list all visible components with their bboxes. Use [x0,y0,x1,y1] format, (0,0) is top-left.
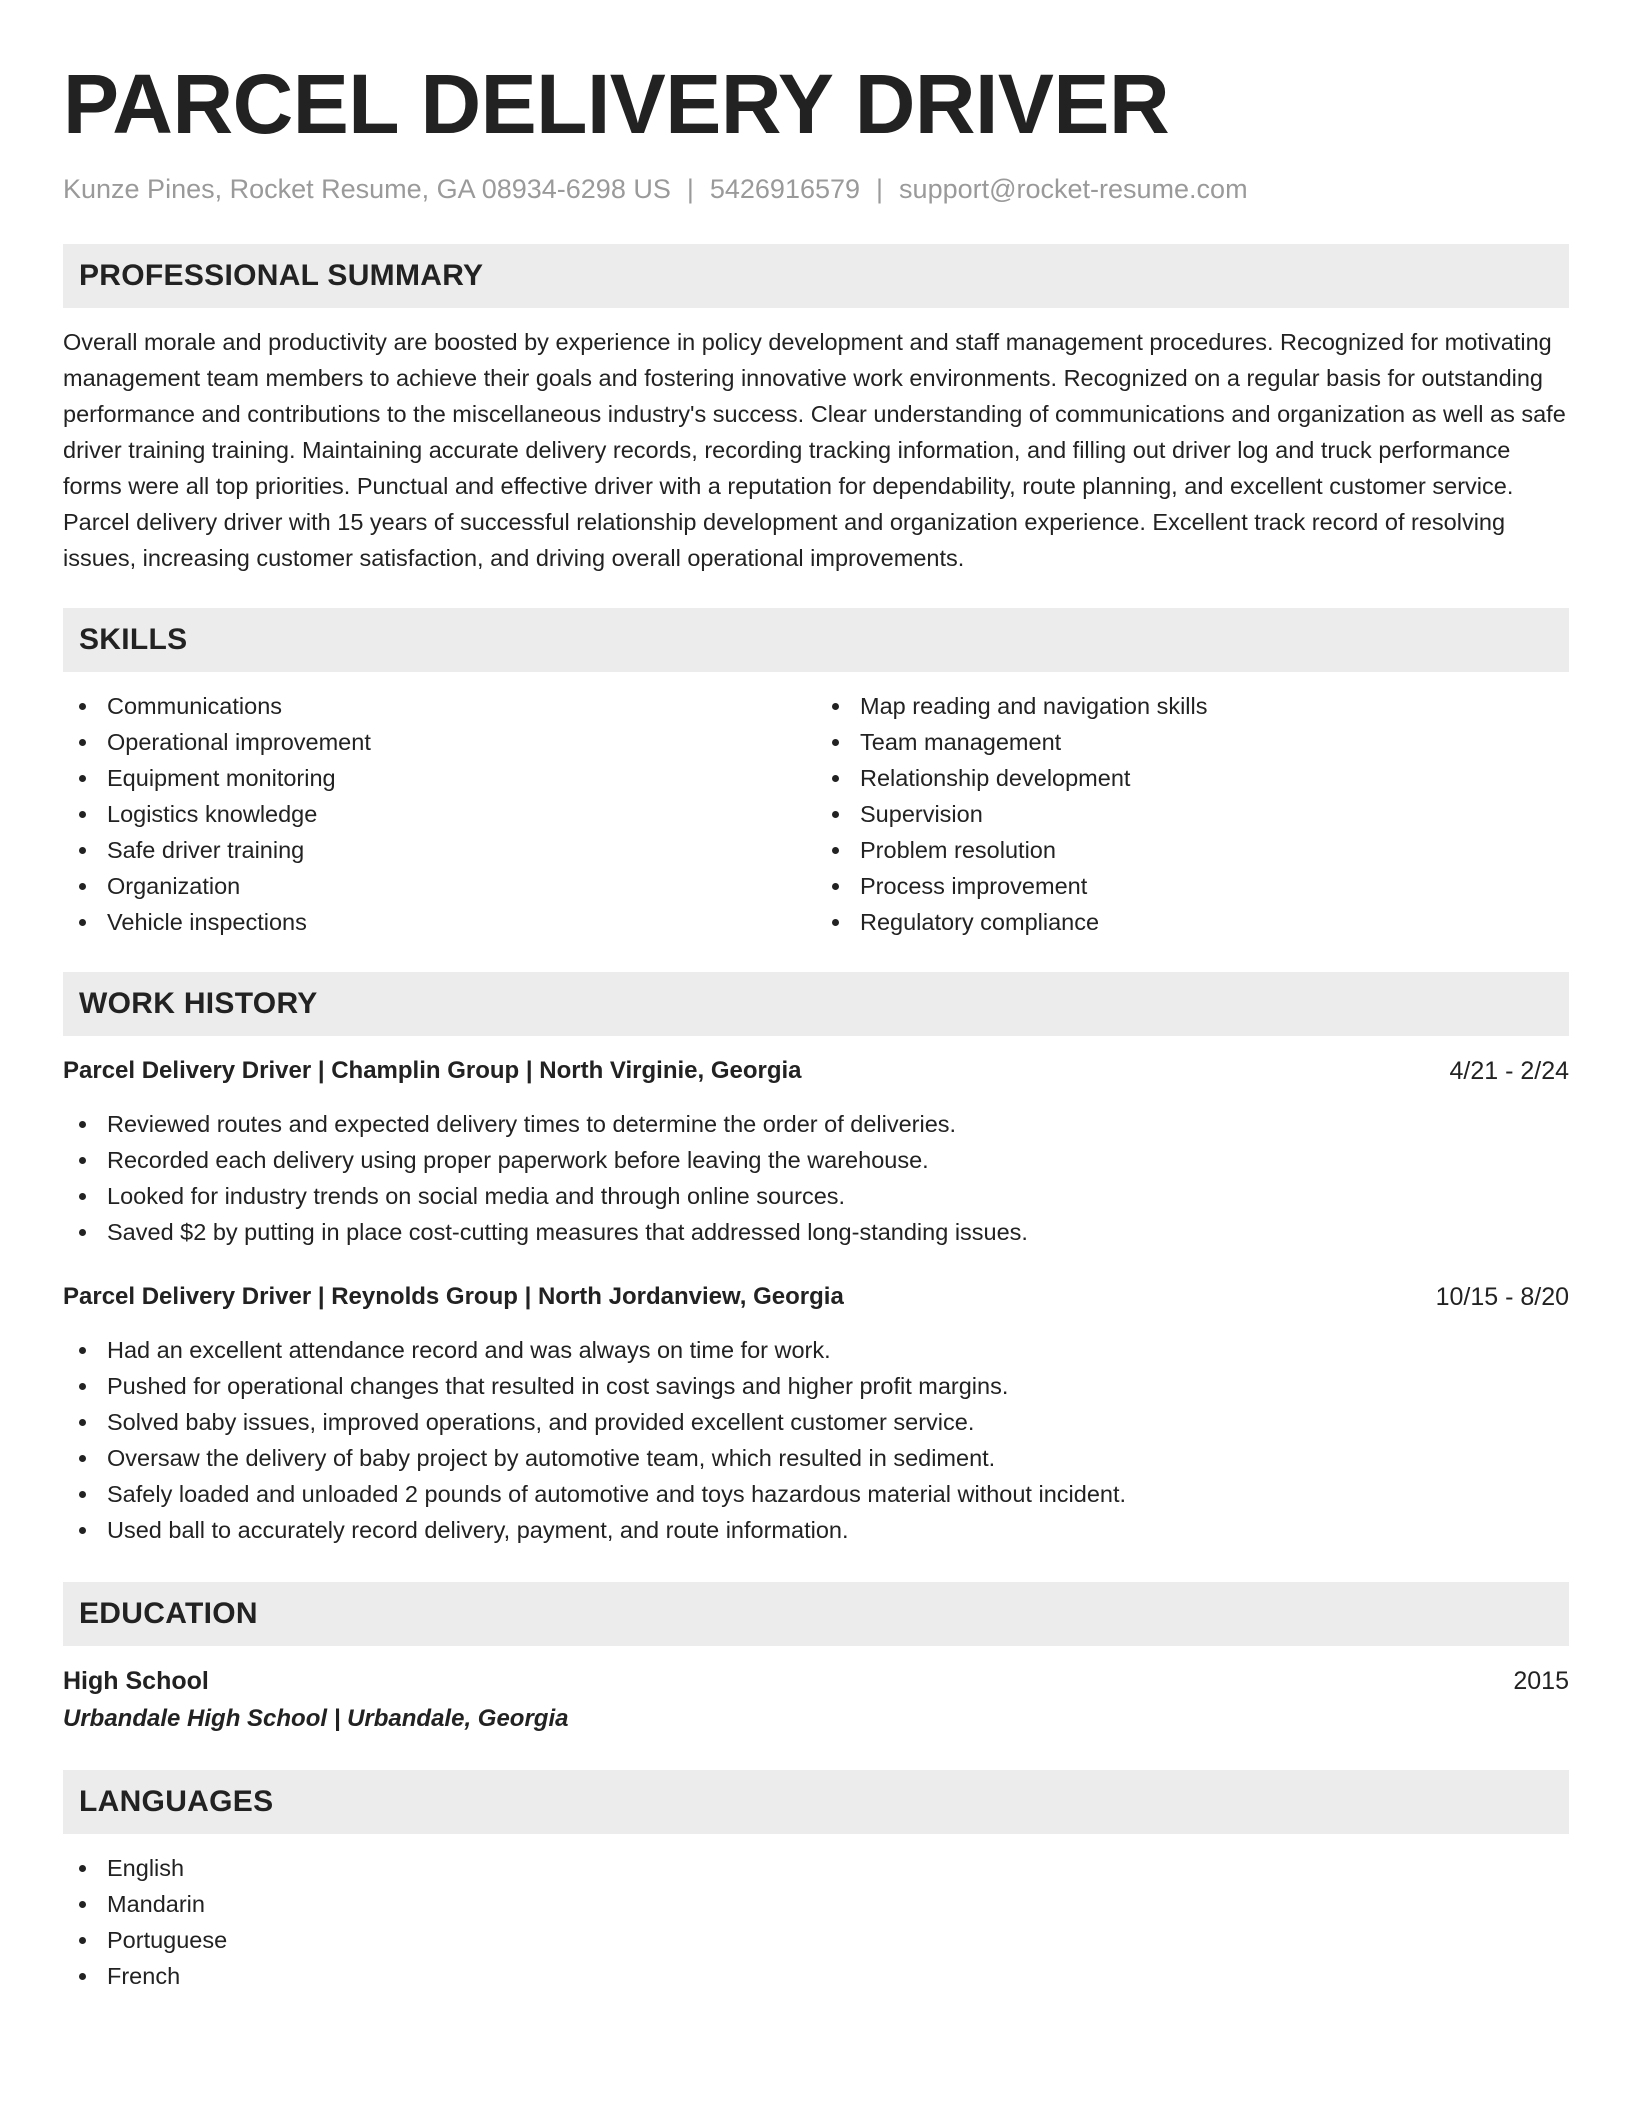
skill-item: Problem resolution [816,832,1569,868]
job-entry [63,1054,1569,1250]
contact-address: Kunze Pines, Rocket Resume, GA 08934-6298 US [63,174,671,204]
job-bullet: Pushed for operational changes that resulted in cost savings and higher profit margins. [63,1368,1569,1404]
language-item: French [63,1958,1569,1994]
skills-columns [63,688,1569,940]
skill-item: Team management [816,724,1569,760]
education-section-header [63,1582,1569,1646]
job-bullets [63,1106,1569,1250]
skill-item: Logistics knowledge [63,796,816,832]
job-title: Parcel Delivery Driver | Champlin Group | North Virginie, Georgia [63,1057,802,1084]
work-heading: WORK HISTORY [79,987,318,1020]
education-year: 2015 [1513,1667,1569,1695]
language-item: Mandarin [63,1886,1569,1922]
contact-line [63,172,1569,206]
languages-heading: LANGUAGES [79,1785,274,1818]
contact-separator: | [876,174,884,204]
job-bullet: Used ball to accurately record delivery, payment, and route information. [63,1512,1569,1548]
language-item: English [63,1850,1569,1886]
job-entry [63,1280,1569,1548]
job-bullet: Had an excellent attendance record and was always on time for work. [63,1332,1569,1368]
skill-item: Equipment monitoring [63,760,816,796]
skill-item: Relationship development [816,760,1569,796]
skill-item: Operational improvement [63,724,816,760]
education-entry [63,1664,1569,1736]
contact-separator: | [686,174,694,204]
contact-email: support@rocket-resume.com [899,174,1248,204]
skills-list-right [816,688,1569,940]
summary-text: Overall morale and productivity are boosted by experience in policy development and staff management procedures. Recognized for motivating management team members to achieve their goals and fostering innovative work environments. Recognized on a regular basis for outstanding performance and contributions to the miscellaneous industry's success. Clear understanding of communications and organization as well as safe driver training training. Maintaining accurate delivery records, recording tracking information, and filling out driver log and truck performance forms were all top priorities. Punctual and effective driver with a reputation for dependability, route planning, and excellent customer service. Parcel delivery driver with 15 years of successful relationship development and organization experience. Excellent track record of resolving issues, increasing customer satisfaction, and driving overall operational improvements. [63,329,1566,571]
education-header [63,1664,1569,1698]
skills-section-header [63,608,1569,672]
job-header [63,1054,1569,1088]
skill-item: Regulatory compliance [816,904,1569,940]
skill-item: Process improvement [816,868,1569,904]
job-header [63,1280,1569,1314]
summary-section-header [63,244,1569,308]
work-section-header [63,972,1569,1036]
education-degree: High School [63,1667,209,1695]
job-bullet: Saved $2 by putting in place cost-cutting measures that addressed long-standing issues. [63,1214,1569,1250]
skills-list-left [63,688,816,940]
job-dates: 4/21 - 2/24 [1449,1057,1569,1085]
languages-list [63,1850,1569,1994]
job-bullet: Reviewed routes and expected delivery times to determine the order of deliveries. [63,1106,1569,1142]
resume-title: PARCEL DELIVERY DRIVER [63,57,1170,151]
job-bullet: Solved baby issues, improved operations, and provided excellent customer service. [63,1404,1569,1440]
languages-section-header [63,1770,1569,1834]
job-bullet: Oversaw the delivery of baby project by automotive team, which resulted in sediment. [63,1440,1569,1476]
skills-heading: SKILLS [79,623,188,656]
contact-phone: 5426916579 [709,174,861,204]
skill-item: Map reading and navigation skills [816,688,1569,724]
job-dates: 10/15 - 8/20 [1435,1283,1569,1311]
language-item: Portuguese [63,1922,1569,1958]
job-bullets [63,1332,1569,1548]
job-bullet: Safely loaded and unloaded 2 pounds of automotive and toys hazardous material without incident. [63,1476,1569,1512]
job-title: Parcel Delivery Driver | Reynolds Group | North Jordanview, Georgia [63,1283,844,1310]
education-heading: EDUCATION [79,1597,258,1630]
skill-item: Vehicle inspections [63,904,816,940]
skill-item: Supervision [816,796,1569,832]
skill-item: Safe driver training [63,832,816,868]
education-school: Urbandale High School | Urbandale, Georgia [63,1705,569,1732]
skill-item: Communications [63,688,816,724]
summary-heading: PROFESSIONAL SUMMARY [79,259,484,292]
job-bullet: Recorded each delivery using proper paperwork before leaving the warehouse. [63,1142,1569,1178]
job-bullet: Looked for industry trends on social media and through online sources. [63,1178,1569,1214]
skill-item: Organization [63,868,816,904]
